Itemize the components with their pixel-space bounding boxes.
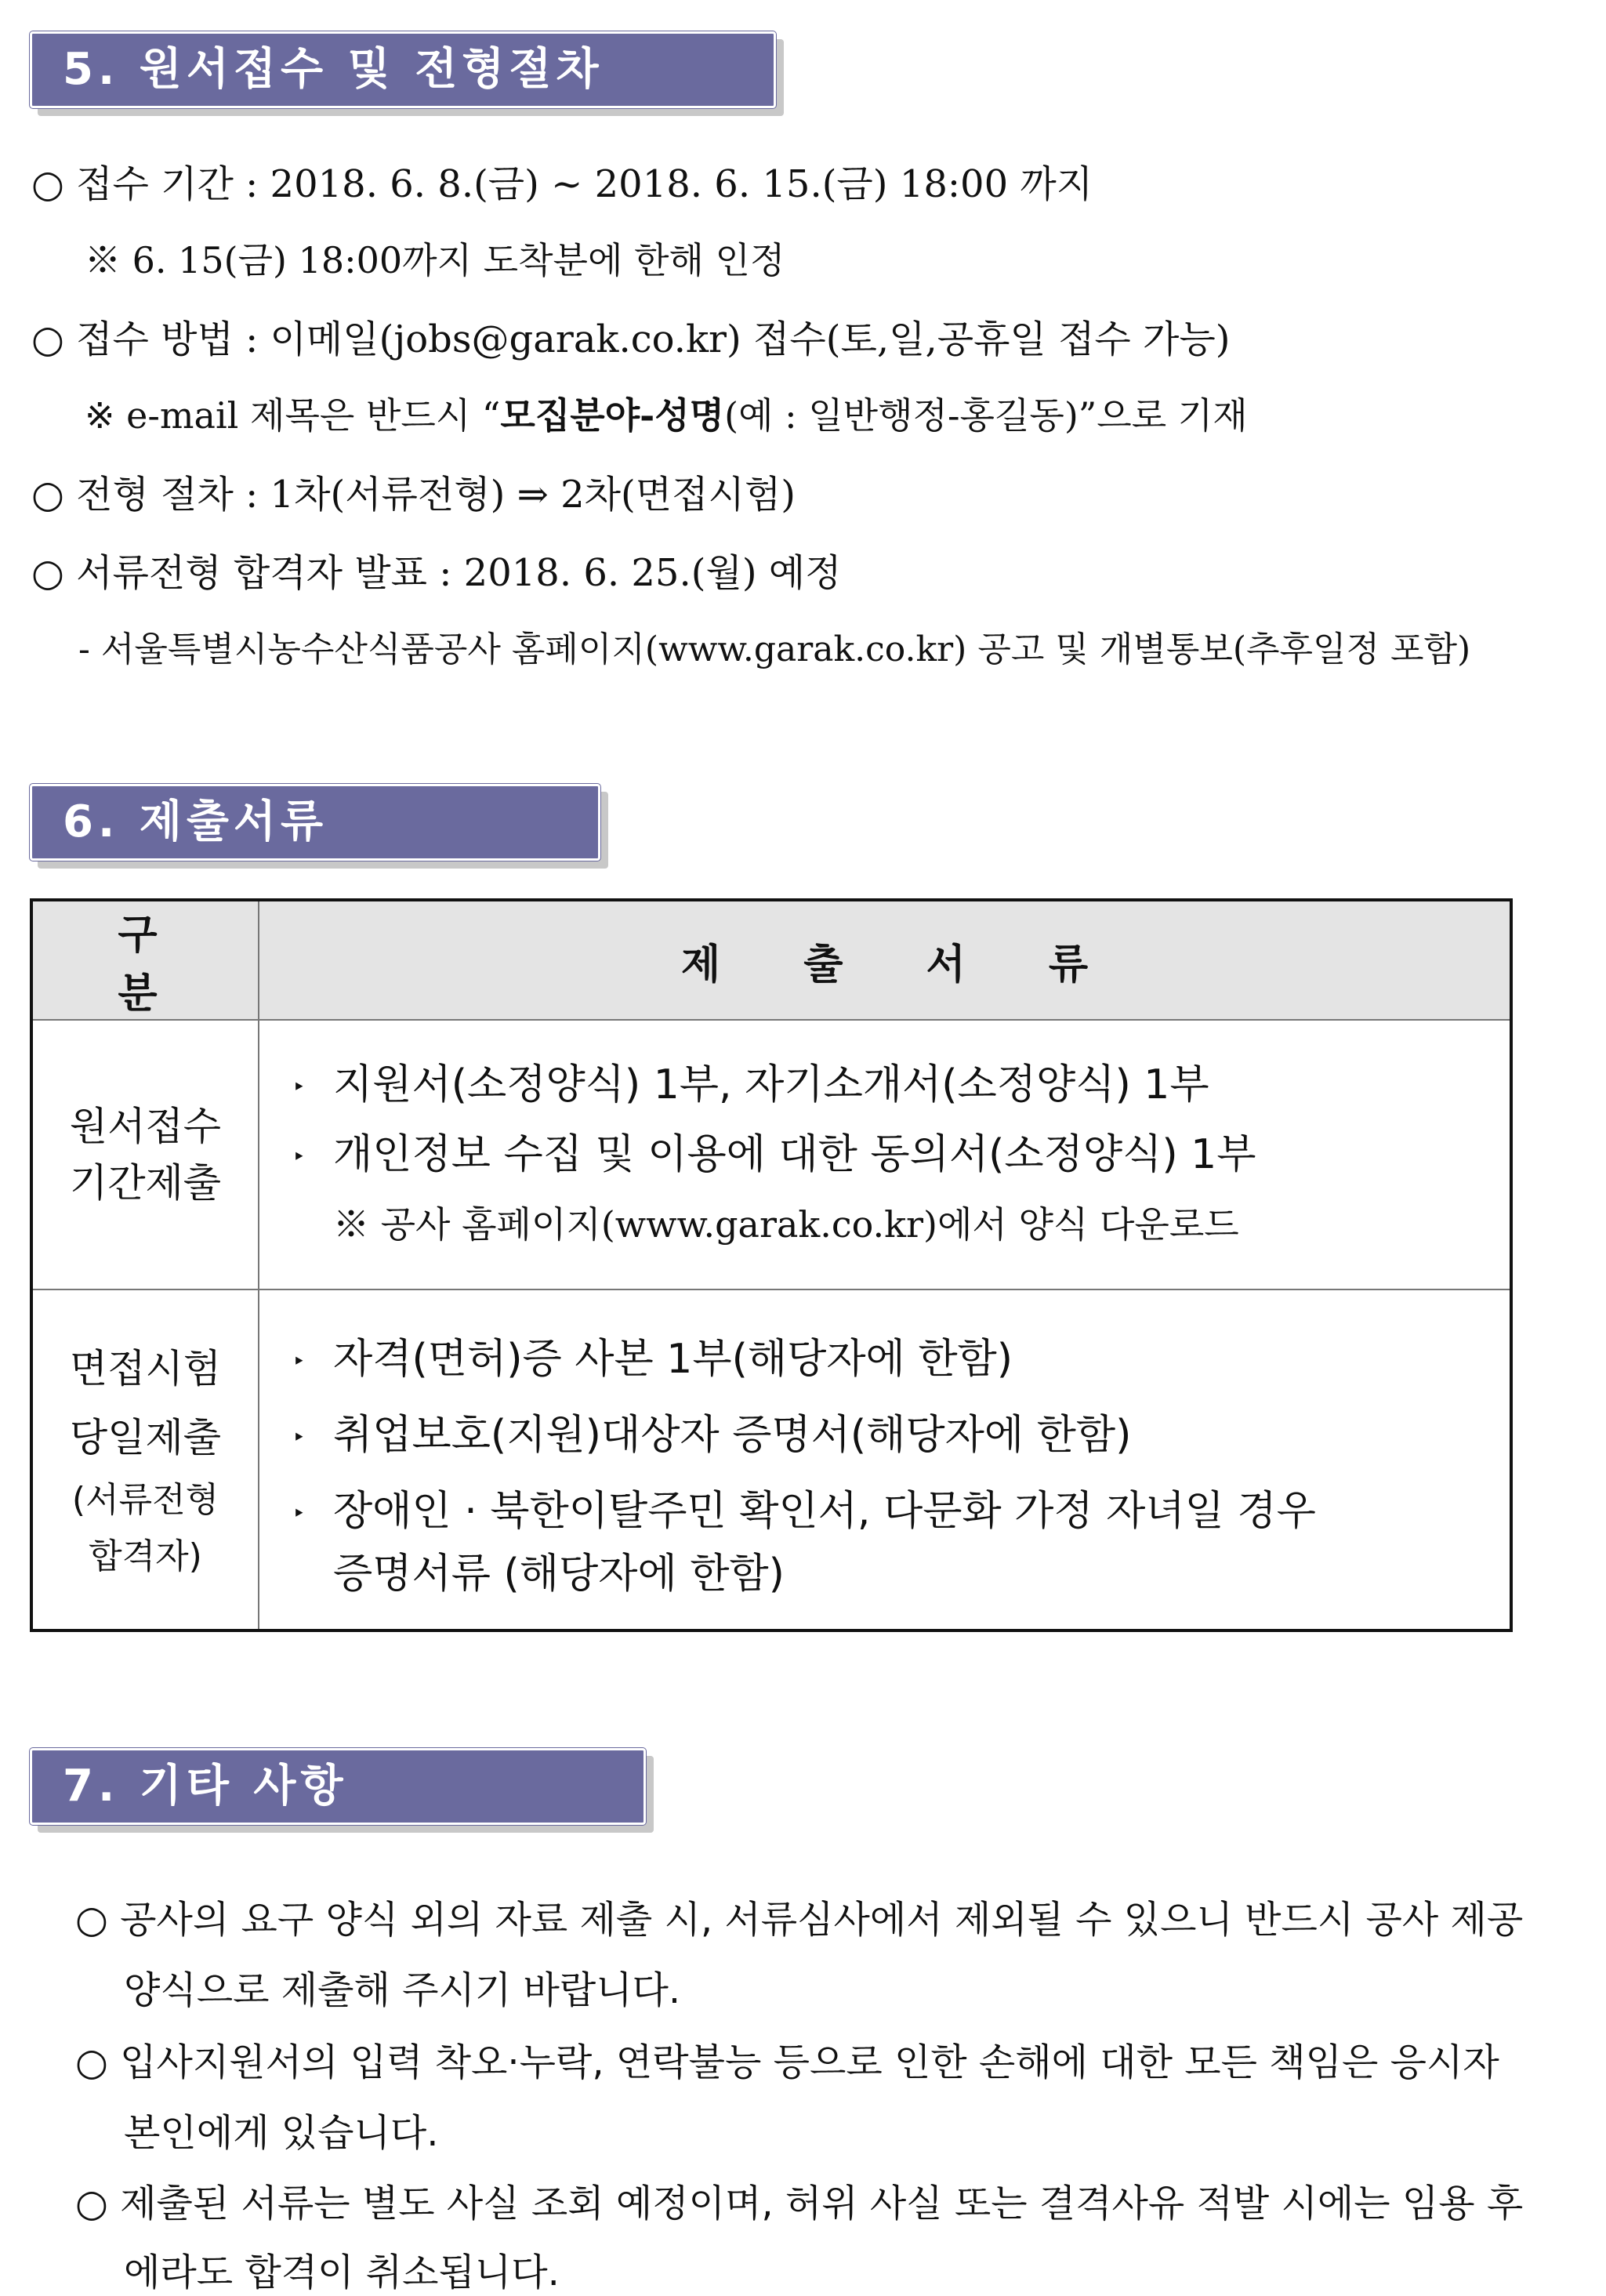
- notice-3-line1: ○ 제출된 서류는 별도 사실 조회 예정이며, 허위 사실 또는 결격사유 적발 시에는 임용 후: [75, 2182, 1524, 2225]
- announcement-detail: - 서울특별시농수산식품공사 홈페이지(www.garak.co.kr) 공고 및 개별통보(추후일정 포함): [78, 629, 1471, 669]
- item-text: 개인정보 수집 및 이용에 대한 동의서(소정양식) 1부: [333, 1131, 1256, 1178]
- email-subject-note: [85, 387, 1248, 439]
- item-text: 장애인 · 북한이탈주민 확인서, 다문화 가정 자녀일 경우: [333, 1487, 1316, 1535]
- documents-table: [30, 898, 1513, 1632]
- row2-items: [259, 1289, 1511, 1630]
- download-note: ※ 공사 홈페이지(www.garak.co.kr)에서 양식 다운로드: [333, 1203, 1239, 1246]
- notice-1-line1: ○ 공사의 요구 양식 외의 자료 제출 시, 서류심사에서 제외될 수 있으니 반드시 공사 제공: [75, 1898, 1524, 1942]
- email-subject-format: 모집분야-성명: [500, 394, 725, 437]
- section-5-title: 5. 원서접수 및 전형절차: [63, 44, 604, 95]
- reception-period: ○ 접수 기간 : 2018. 6. 8.(금) ~ 2018. 6. 15.(금) 18:00 까지: [31, 162, 1093, 206]
- list-item: [292, 1051, 1510, 1121]
- reception-method: ○ 접수 방법 : 이메일(jobs@garak.co.kr) 접수(토,일,공휴일 접수 가능): [31, 317, 1231, 361]
- header-documents: 제 출 서 류: [259, 900, 1511, 1020]
- email-subject-prefix: ※ e-mail 제목은 반드시 “: [85, 394, 501, 437]
- bullet-icon: ‣: [292, 1144, 306, 1170]
- header-category: 구 분: [31, 900, 259, 1020]
- row1-category-line2: 기간제출: [69, 1160, 222, 1206]
- section-6-title: 6. 제출서류: [63, 796, 328, 847]
- row2-category-line1: 면접시험: [69, 1346, 222, 1391]
- item-text: 취업보호(지원)대상자 증명서(해당자에 한함): [333, 1411, 1132, 1459]
- row2-category-line4: 합격자): [89, 1536, 202, 1576]
- item-text: 지원서(소정양식) 1부, 자기소개서(소정양식) 1부: [333, 1061, 1209, 1108]
- section-6-header: [30, 784, 600, 861]
- table-row: [31, 1020, 1511, 1289]
- result-announcement: ○ 서류전형 합격자 발표 : 2018. 6. 25.(월) 예정: [31, 551, 842, 595]
- bullet-icon: ‣: [292, 1347, 306, 1374]
- section-7-header: [30, 1748, 646, 1825]
- row1-items: [259, 1020, 1511, 1289]
- bullet-icon: ‣: [292, 1074, 306, 1100]
- list-item: [292, 1398, 1510, 1474]
- notice-3-line2: 에라도 합격이 취소됩니다.: [124, 2251, 560, 2294]
- list-item: [292, 1474, 1510, 1551]
- selection-procedure: ○ 전형 절차 : 1차(서류전형) ⇒ 2차(면접시험): [31, 473, 796, 517]
- row2-category: [31, 1289, 259, 1630]
- table-row: [31, 1289, 1511, 1630]
- list-item-continued: 증명서류 (해당자에 한함): [333, 1550, 785, 1598]
- section-7-title: 7. 기타 사항: [63, 1761, 348, 1812]
- bullet-icon: ‣: [292, 1424, 306, 1450]
- item-text: 자격(면허)증 사본 1부(해당자에 한함): [333, 1335, 1013, 1383]
- notice-2-line2: 본인에게 있습니다.: [124, 2111, 439, 2155]
- email-subject-example: (예 : 일반행정-홍길동)”으로 기재: [724, 394, 1248, 437]
- table-header-row: [31, 900, 1511, 1020]
- row1-category-line1: 원서접수: [69, 1104, 222, 1149]
- section-5-header: [30, 31, 776, 108]
- row1-category: [31, 1020, 259, 1289]
- row2-category-line2: 당일제출: [69, 1415, 222, 1460]
- bullet-icon: ‣: [292, 1500, 306, 1526]
- list-item: [292, 1322, 1510, 1398]
- notice-1-line2: 양식으로 제출해 주시기 바랍니다.: [124, 1968, 681, 2012]
- reception-note: ※ 6. 15(금) 18:00까지 도착분에 한해 인정: [85, 239, 785, 281]
- row2-category-line3: (서류전형: [71, 1480, 219, 1520]
- notice-2-line1: ○ 입사지원서의 입력 착오·누락, 연락불능 등으로 인한 손해에 대한 모든 책임은 응시자: [75, 2040, 1499, 2084]
- list-item: [292, 1121, 1510, 1191]
